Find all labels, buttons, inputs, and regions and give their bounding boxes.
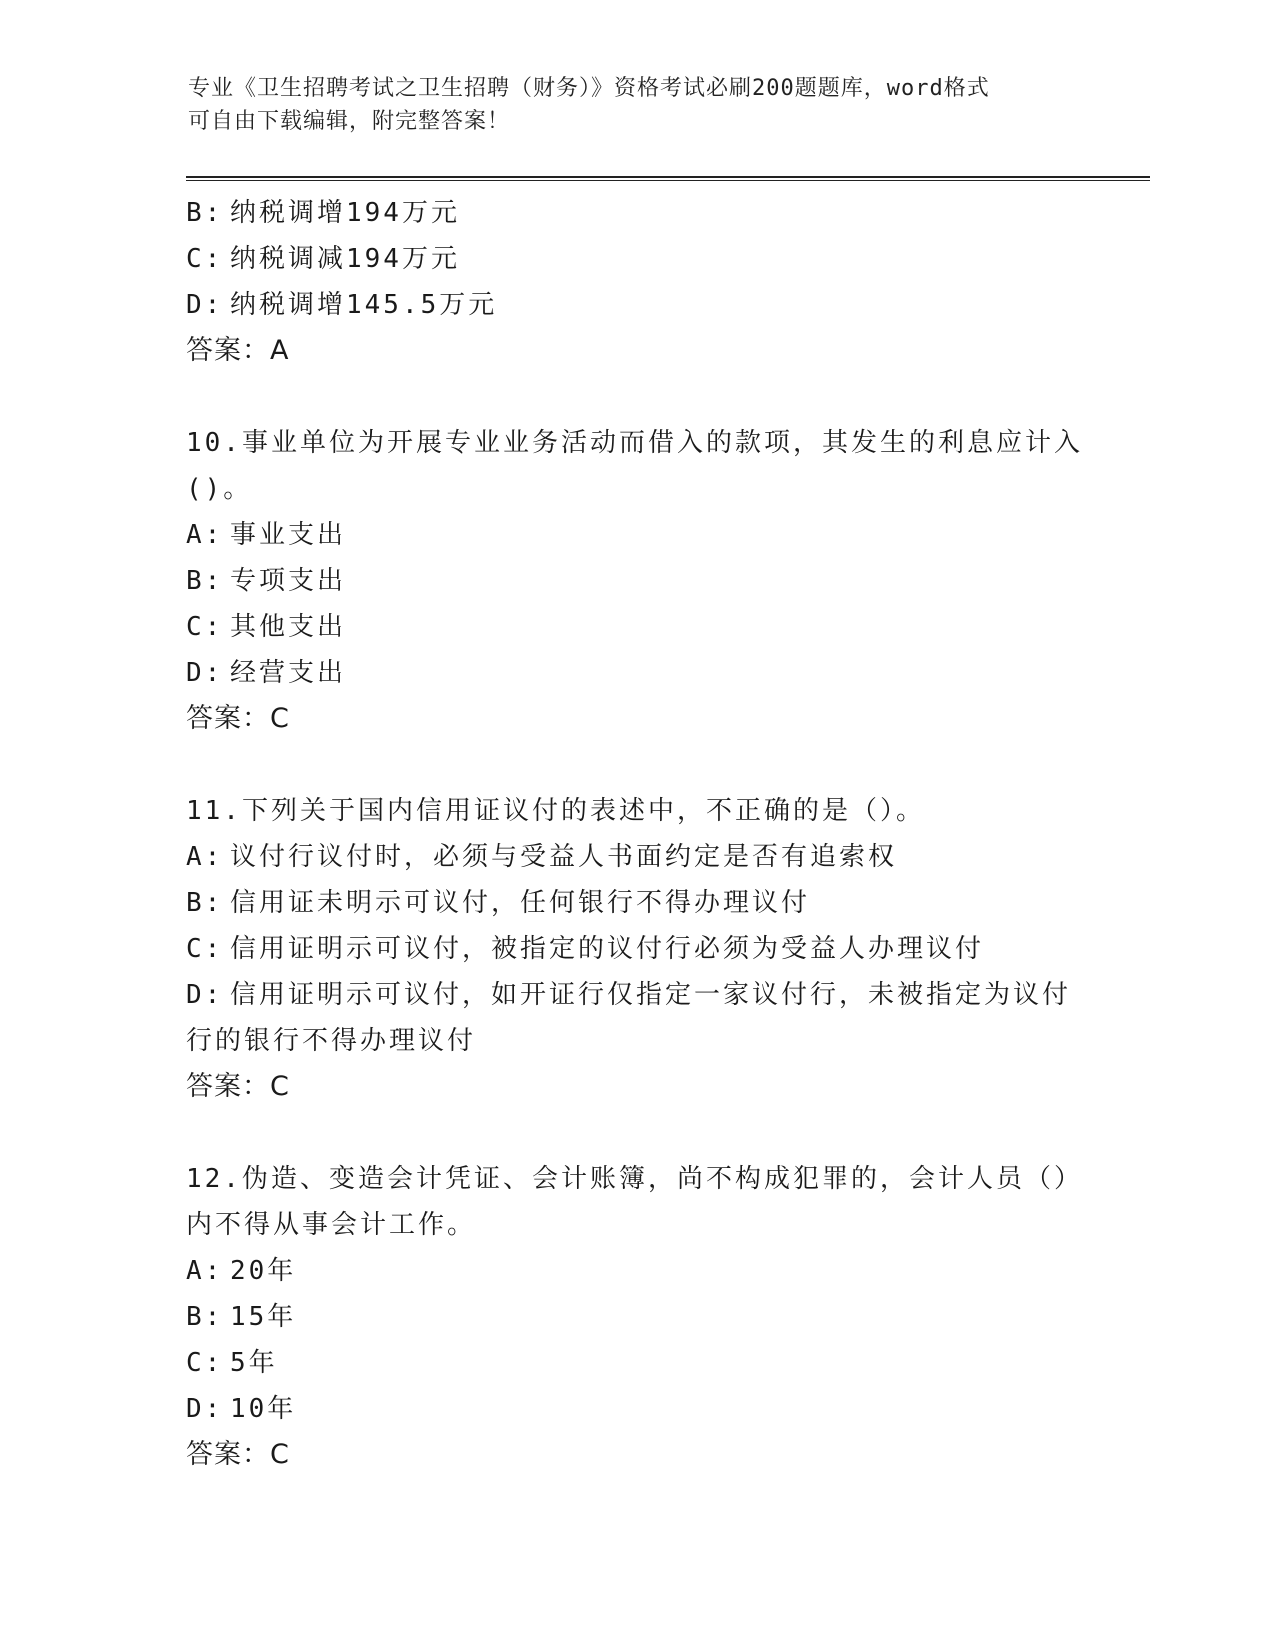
option-text: 专项支出 bbox=[230, 566, 347, 596]
option-text: 信用证未明示可议付，任何银行不得办理议付 bbox=[230, 888, 811, 918]
answer-line: 答案：A bbox=[186, 335, 290, 366]
option-text: 纳税调增194万元 bbox=[230, 198, 460, 228]
header-line-2: 可自由下载编辑，附完整答案！ bbox=[188, 109, 511, 134]
option-key: B: bbox=[186, 888, 224, 918]
option-c bbox=[186, 236, 1086, 282]
option-a bbox=[186, 1248, 1086, 1294]
option-a bbox=[186, 834, 1086, 880]
option-key: A: bbox=[186, 520, 224, 550]
option-b bbox=[186, 558, 1086, 604]
answer-line: 答案：C bbox=[186, 1071, 290, 1102]
answer-line: 答案：C bbox=[186, 703, 290, 734]
question-stem-cont: 内不得从事会计工作。 bbox=[186, 1210, 477, 1240]
option-key: B: bbox=[186, 198, 224, 228]
option-key: A: bbox=[186, 1256, 224, 1286]
option-text: 纳税调减194万元 bbox=[230, 244, 460, 274]
option-d bbox=[186, 282, 1086, 328]
spacer bbox=[186, 1110, 1086, 1156]
option-d bbox=[186, 1386, 1086, 1432]
option-b bbox=[186, 190, 1086, 236]
option-key: C: bbox=[186, 612, 224, 642]
question-9-tail bbox=[186, 190, 1086, 374]
option-key: D: bbox=[186, 290, 224, 320]
question-stem: 12.伪造、变造会计凭证、会计账簿，尚不构成犯罪的，会计人员（） bbox=[186, 1164, 1083, 1194]
option-text: 10年 bbox=[230, 1394, 297, 1424]
option-b bbox=[186, 880, 1086, 926]
question-stem-cont: ()。 bbox=[186, 474, 253, 504]
question-stem: 10.事业单位为开展专业业务活动而借入的款项，其发生的利息应计入 bbox=[186, 428, 1083, 458]
option-key: A: bbox=[186, 842, 224, 872]
option-d-cont: 行的银行不得办理议付 bbox=[186, 1026, 477, 1056]
document-header bbox=[188, 72, 1068, 138]
option-text: 20年 bbox=[230, 1256, 297, 1286]
option-text: 事业支出 bbox=[230, 520, 347, 550]
option-d bbox=[186, 650, 1086, 696]
option-c bbox=[186, 1340, 1086, 1386]
question-12 bbox=[186, 1156, 1086, 1478]
option-b bbox=[186, 1294, 1086, 1340]
option-c bbox=[186, 604, 1086, 650]
spacer bbox=[186, 374, 1086, 420]
option-key: D: bbox=[186, 1394, 224, 1424]
answer-line: 答案：C bbox=[186, 1439, 290, 1470]
option-text: 经营支出 bbox=[230, 658, 347, 688]
option-text: 信用证明示可议付，被指定的议付行必须为受益人办理议付 bbox=[230, 934, 985, 964]
question-11 bbox=[186, 788, 1086, 1110]
spacer bbox=[186, 742, 1086, 788]
header-line-1: 专业《卫生招聘考试之卫生招聘（财务）》资格考试必刷200题题库，word格式 bbox=[188, 76, 990, 101]
option-text: 15年 bbox=[230, 1302, 297, 1332]
option-key: B: bbox=[186, 566, 224, 596]
header-divider bbox=[186, 176, 1150, 181]
option-key: D: bbox=[186, 980, 224, 1010]
question-10 bbox=[186, 420, 1086, 742]
option-key: B: bbox=[186, 1302, 224, 1332]
option-d bbox=[186, 972, 1086, 1018]
option-text: 议付行议付时，必须与受益人书面约定是否有追索权 bbox=[230, 842, 898, 872]
option-key: C: bbox=[186, 244, 224, 274]
question-stem: 11.下列关于国内信用证议付的表述中，不正确的是（）。 bbox=[186, 796, 925, 826]
option-c bbox=[186, 926, 1086, 972]
option-text: 5年 bbox=[230, 1348, 278, 1378]
option-key: C: bbox=[186, 1348, 224, 1378]
option-text: 其他支出 bbox=[230, 612, 347, 642]
option-a bbox=[186, 512, 1086, 558]
option-text: 纳税调增145.5万元 bbox=[230, 290, 498, 320]
option-key: C: bbox=[186, 934, 224, 964]
option-text: 信用证明示可议付，如开证行仅指定一家议付行，未被指定为议付 bbox=[230, 980, 1072, 1010]
question-list bbox=[186, 190, 1086, 1478]
option-key: D: bbox=[186, 658, 224, 688]
